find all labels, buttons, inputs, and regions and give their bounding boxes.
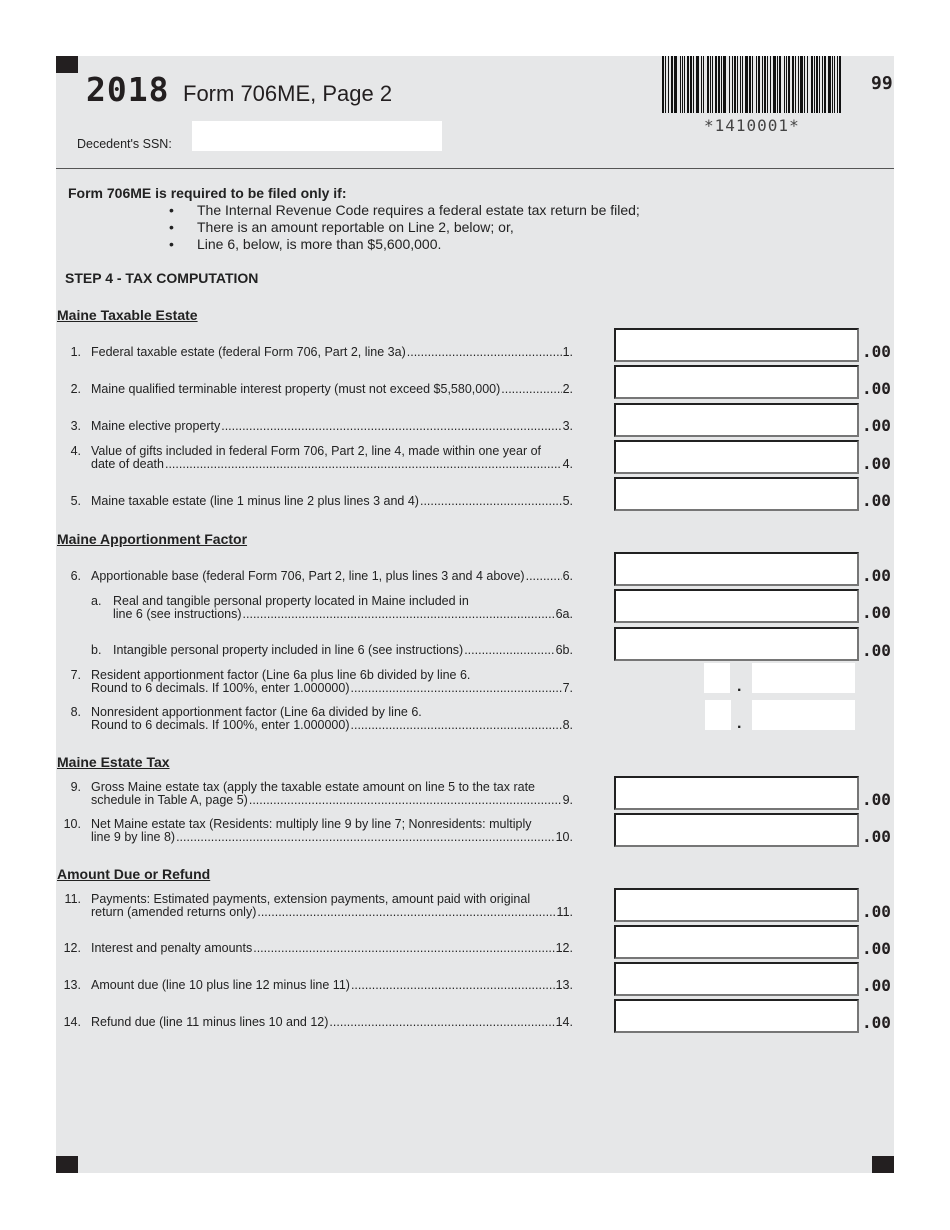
- line-11-cents: .00: [862, 902, 891, 921]
- line-number: 12.: [63, 941, 81, 955]
- page-code: 99: [871, 73, 893, 94]
- line-1-amount-input[interactable]: [614, 328, 859, 362]
- line-9-cents: .00: [862, 790, 891, 809]
- line-8-decimal-input[interactable]: [752, 700, 855, 730]
- line-number: 7.: [70, 668, 81, 682]
- line-6a-cents: .00: [862, 603, 891, 622]
- line-number: 11.: [64, 892, 81, 906]
- step-title: STEP 4 - TAX COMPUTATION: [65, 270, 259, 286]
- line-10-cents: .00: [862, 827, 891, 846]
- line-8-label-2: Round to 6 decimals. If 100%, enter 1.000000) ..... 8.: [91, 718, 573, 732]
- line-5-amount-input[interactable]: [614, 477, 859, 511]
- line-4-amount-input[interactable]: [614, 440, 859, 474]
- line-12-amount-input[interactable]: [614, 925, 859, 959]
- line-number: 9.: [70, 780, 81, 794]
- barcode: [662, 56, 845, 113]
- requirements-title: Form 706ME is required to be filed only if:: [68, 185, 347, 201]
- line-9-label-2: schedule in Table A, page 5) ..... 9.: [91, 793, 573, 807]
- line-6a-label-1: Real and tangible personal property located in Maine included in: [113, 594, 469, 608]
- registration-mark-top-left: [56, 56, 78, 73]
- line-6b-label: Intangible personal property included in line 6 (see instructions) ..... 6b.: [113, 643, 573, 657]
- line-1-cents: .00: [862, 342, 891, 361]
- section-amount-due: Amount Due or Refund: [57, 866, 211, 882]
- line-7-decimal-input[interactable]: [752, 663, 855, 693]
- line-7-label-2: Round to 6 decimals. If 100%, enter 1.000000) ..... 7.: [91, 681, 573, 695]
- line-2-amount-input[interactable]: [614, 365, 859, 399]
- line-number: 6.: [70, 569, 81, 583]
- line-number: 1.: [70, 345, 81, 359]
- line-2-label: Maine qualified terminable interest property (must not exceed $5,580,000) ..... 2.: [91, 382, 573, 396]
- requirement-bullet: • There is an amount reportable on Line 2, below; or,: [169, 219, 514, 235]
- line-4-cents: .00: [862, 454, 891, 473]
- line-13-cents: .00: [862, 976, 891, 995]
- line-number: 2.: [70, 382, 81, 396]
- line-6-amount-input[interactable]: [614, 552, 859, 586]
- line-number: 8.: [70, 705, 81, 719]
- line-5-label: Maine taxable estate (line 1 minus line 2 plus lines 3 and 4) ..... 5.: [91, 494, 573, 508]
- registration-mark-bottom-left: [56, 1156, 78, 1173]
- line-14-cents: .00: [862, 1013, 891, 1032]
- line-13-amount-input[interactable]: [614, 962, 859, 996]
- section-taxable-estate: Maine Taxable Estate: [57, 307, 198, 323]
- line-number: 3.: [70, 419, 81, 433]
- section-estate-tax: Maine Estate Tax: [57, 754, 170, 770]
- line-number: 4.: [70, 444, 81, 458]
- registration-mark-bottom-right: [872, 1156, 894, 1173]
- line-number: 10.: [63, 817, 81, 831]
- ssn-input[interactable]: [192, 121, 442, 151]
- form-title: Form 706ME, Page 2: [183, 81, 393, 106]
- line-8-decimal-point: .: [737, 715, 742, 732]
- line-14-label: Refund due (line 11 minus lines 10 and 12) ..... 14.: [91, 1015, 573, 1029]
- line-10-label-1: Net Maine estate tax (Residents: multiply line 9 by line 7; Nonresidents: multiply: [91, 817, 532, 831]
- line-7-decimal-point: .: [737, 678, 742, 695]
- line-6a-letter: a.: [91, 594, 102, 608]
- line-11-label-2: return (amended returns only) ..... 11.: [91, 905, 573, 919]
- line-14-amount-input[interactable]: [614, 999, 859, 1033]
- line-12-label: Interest and penalty amounts ..... 12.: [91, 941, 573, 955]
- line-11-amount-input[interactable]: [614, 888, 859, 922]
- line-10-label-2: line 9 by line 8) ..... 10.: [91, 830, 573, 844]
- line-11-label-1: Payments: Estimated payments, extension payments, amount paid with original: [91, 892, 531, 906]
- form-year: 2018: [86, 70, 170, 109]
- line-6-cents: .00: [862, 566, 891, 585]
- line-number: 14.: [63, 1015, 81, 1029]
- line-9-amount-input[interactable]: [614, 776, 859, 810]
- line-3-cents: .00: [862, 416, 891, 435]
- requirement-bullet: • Line 6, below, is more than $5,600,000.: [169, 236, 442, 252]
- section-apportionment: Maine Apportionment Factor: [57, 531, 248, 547]
- line-2-cents: .00: [862, 379, 891, 398]
- line-3-label: Maine elective property ..... 3.: [91, 419, 573, 433]
- line-8-whole-input[interactable]: [705, 700, 731, 730]
- requirement-bullet: • The Internal Revenue Code requires a federal estate tax return be filed;: [169, 202, 640, 218]
- line-6-label: Apportionable base (federal Form 706, Part 2, line 1, plus lines 3 and 4 above) ..... 6.: [91, 569, 573, 583]
- barcode-number: *1410001*: [704, 116, 800, 135]
- line-7-whole-input[interactable]: [704, 663, 730, 693]
- line-10-amount-input[interactable]: [614, 813, 859, 847]
- line-9-label-1: Gross Maine estate tax (apply the taxable estate amount on line 5 to the tax rate: [91, 780, 536, 794]
- line-4-label-1: Value of gifts included in federal Form 706, Part 2, line 4, made within one year of: [91, 444, 542, 458]
- line-6a-amount-input[interactable]: [614, 589, 859, 623]
- line-7-label-1: Resident apportionment factor (Line 6a plus line 6b divided by line 6.: [91, 668, 471, 682]
- line-8-label-1: Nonresident apportionment factor (Line 6a divided by line 6.: [91, 705, 422, 719]
- header-divider: [56, 168, 894, 169]
- line-number: 13.: [63, 978, 81, 992]
- line-6b-letter: b.: [91, 643, 102, 657]
- line-1-label: Federal taxable estate (federal Form 706, Part 2, line 3a) ..... 1.: [91, 345, 573, 359]
- line-6b-amount-input[interactable]: [614, 627, 859, 661]
- line-12-cents: .00: [862, 939, 891, 958]
- ssn-label: Decedent's SSN:: [77, 137, 172, 151]
- line-6a-label-2: line 6 (see instructions) ..... 6a.: [113, 607, 573, 621]
- line-3-amount-input[interactable]: [614, 403, 859, 437]
- line-5-cents: .00: [862, 491, 891, 510]
- line-6b-cents: .00: [862, 641, 891, 660]
- line-number: 5.: [70, 494, 81, 508]
- line-4-label-2: date of death ..... 4.: [91, 457, 573, 471]
- line-13-label: Amount due (line 10 plus line 12 minus line 11) ..... 13.: [91, 978, 573, 992]
